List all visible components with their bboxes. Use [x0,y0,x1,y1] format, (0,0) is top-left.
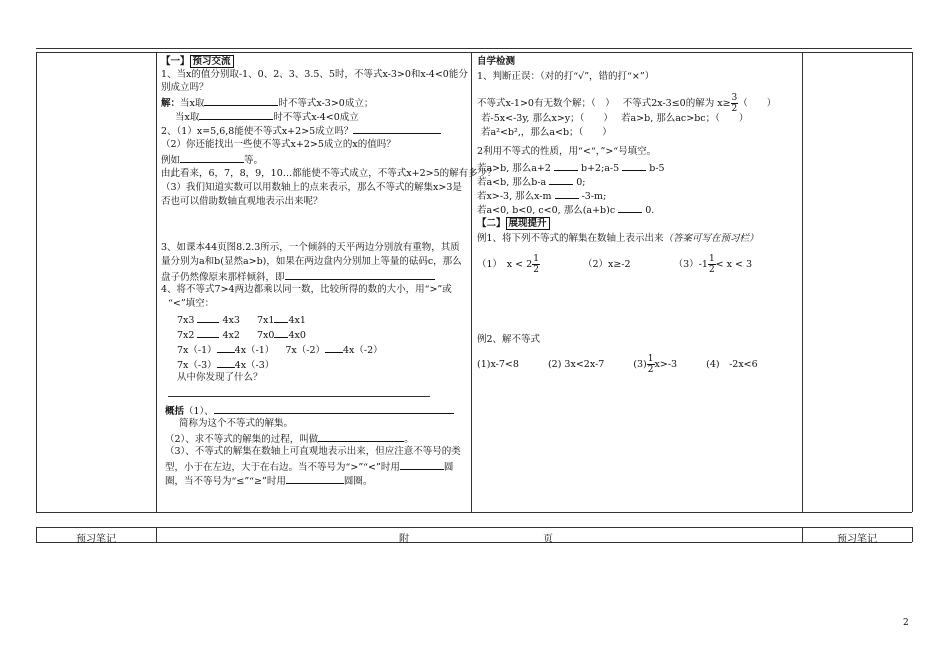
r1-item-c: 若-5x<-3y, 那么x>y；（ ） [481,113,613,124]
fraction-3-2: $\frac{3}{2}$ [731,93,738,114]
summary-3b: 型，小于在左边，大于在右边。当不等号为“>”“<”时用 圆 [165,462,454,473]
footer-notes-right: 预习笔记 [837,534,877,545]
q1-blank-1[interactable] [204,96,278,106]
q4-row-2: 7x2 4x2 7x0 4x0 [177,330,306,341]
col-line-3 [471,52,472,512]
col-line-1 [36,52,37,512]
q1-answer-1: 解：当x取 时不等式x-3>0成立； [161,98,374,109]
q1-answer-2: 当x取 时不等式x-4<0成立 [175,112,359,123]
q3b: 量分别为a和b(显然a>b)，如果在两边盘内分别加上等量的砝码c，那么 [161,256,462,267]
q2-2: （2）你还能找出一些使不等式x+2>5成立的x的值吗？ [161,139,396,150]
q2-1: 2、（1）x=5,6,8能使不等式x+2>5成立吗？ [161,124,441,138]
q1-blank-2[interactable] [199,110,273,120]
r2-b: 若a<b, 那么b-a 0; [477,177,586,188]
summary-blank-3[interactable] [400,460,444,470]
q4-row-1: 7x3 4x3 7x1 4x1 [177,315,306,326]
summary-blank-4[interactable] [286,474,344,484]
col-line-4 [802,52,803,512]
upper-table-top [36,52,912,53]
section1-title: 预习交流 [190,55,234,68]
q3-blank[interactable] [285,270,435,280]
q1-line-b: 别成立吗？ [161,82,209,93]
page-number: 2 [903,618,909,628]
q2-example-blank[interactable] [180,153,244,163]
q3c: 盘子仍然像原来那样倾斜，即 [161,270,435,284]
r2-c: 若x>-3, 那么x-m -3-m; [477,191,607,202]
q2-4a: （3）我们知道实数可以用数轴上的点来表示，那么不等式的解集x>3是 [161,182,462,193]
summary-3a: （3）、不等式的解集在数轴上可直观地表示出来，但应注意不等号的类 [165,446,461,457]
footer-table-top [36,527,912,528]
q2-3: 由此看来，6，7，8，9，10…都能使不等式成立，不等式x+2>5的解有多少？ [161,168,497,179]
r1-item-d: 若a>b, 那么ac>bc；（ ） [621,113,749,124]
summary-1b: 简称为这个不等式的解集。 [179,418,294,429]
section2-title: 展现提升 [506,217,550,230]
r1-item-e: 若a²<b²,，那么a<b；（ ） [481,127,612,138]
example2-title: 例2、解不等式 [477,334,541,345]
r1-instructions: 1、判断正误：（对的打“√”，错的打“×”） [477,71,655,82]
q4a: 4、将不等式7>4两边都乘以同一数，比较所得的数的大小，用“>”或 [161,284,452,295]
r2-a: 若a>b, 那么a+2 b+2;a-5 b-5 [477,163,665,174]
r2-instructions: 2利用不等式的性质，用“<“，”>“号填空。 [477,146,657,157]
q4-row-4: 7x（-3） 4x（-3） [177,360,275,371]
r1-items-1: 不等式x-1>0有无数个解；（ ） 不等式2x-3≤0的解为 x≥ $\frac{3}{2}$ （ ） [477,93,777,114]
footer-appendix-2: 页 [543,534,553,545]
summary-blank-2[interactable] [318,432,404,442]
top-rule [36,48,912,49]
example1-title: 例1、将下列不等式的解集在数轴上表示出来（答案可写在预习栏） [477,233,759,244]
q2-blank[interactable] [353,124,441,134]
summary-3c: 圈，当不等号为“≤”“≥”时用 圆圈。 [165,476,373,487]
q4-find: 从中你发现了什么？ [177,372,263,383]
section2-heading: 【二】 展现提升 [477,218,550,230]
col-line-2 [156,52,157,512]
summary-blank-1[interactable] [214,404,454,414]
q1-line-a: 1、当x的值分别取-1、0、2、3、3.5、5时，不等式x-3>0和x-4<0能分 [161,69,468,80]
q4-answer-line [168,396,430,397]
summary-2: （2）、求不等式的解集的过程，叫做 。 [165,434,414,445]
q3a: 3、如课本44页图8.2.3所示，一个倾斜的天平两边分别放有重物，其质 [161,242,460,253]
section1-heading: 【一】 预习交流 [161,56,234,68]
r2-d: 若a<0, b<0, c<0, 那么(a+b)c 0. [477,205,655,216]
self-check-title: 自学检测 [477,56,516,67]
footer-table-bottom [36,542,912,543]
q4b: “<”填空： [168,298,215,309]
q2-4b: 否也可以借助数轴直观地表示出来呢？ [161,196,323,207]
q2-example: 例如 等。 [161,155,264,166]
summary-1: 概括（1）、 [165,404,454,418]
example2-items: (1)x-7<8 (2) 3x<2x-7 (3) $\frac{1}{2}$ x>-3 (4) -2x<6 [477,354,758,375]
footer-appendix-1: 附 [399,534,409,545]
q4-row-3: 7x（-1） 4x（-1） 7x（-2） 4x（-2） [177,345,383,356]
col-line-5 [912,52,913,512]
footer-notes-left: 预习笔记 [76,534,116,545]
footer-col-4 [912,527,913,542]
upper-table-bottom [36,512,912,513]
footer-col-2 [156,527,157,542]
example1-items: （1） x < 2 $\frac{1}{2}$ （2）x≥-2 （3）-1 $\frac{1}{2}$ < x < 3 [477,254,753,275]
